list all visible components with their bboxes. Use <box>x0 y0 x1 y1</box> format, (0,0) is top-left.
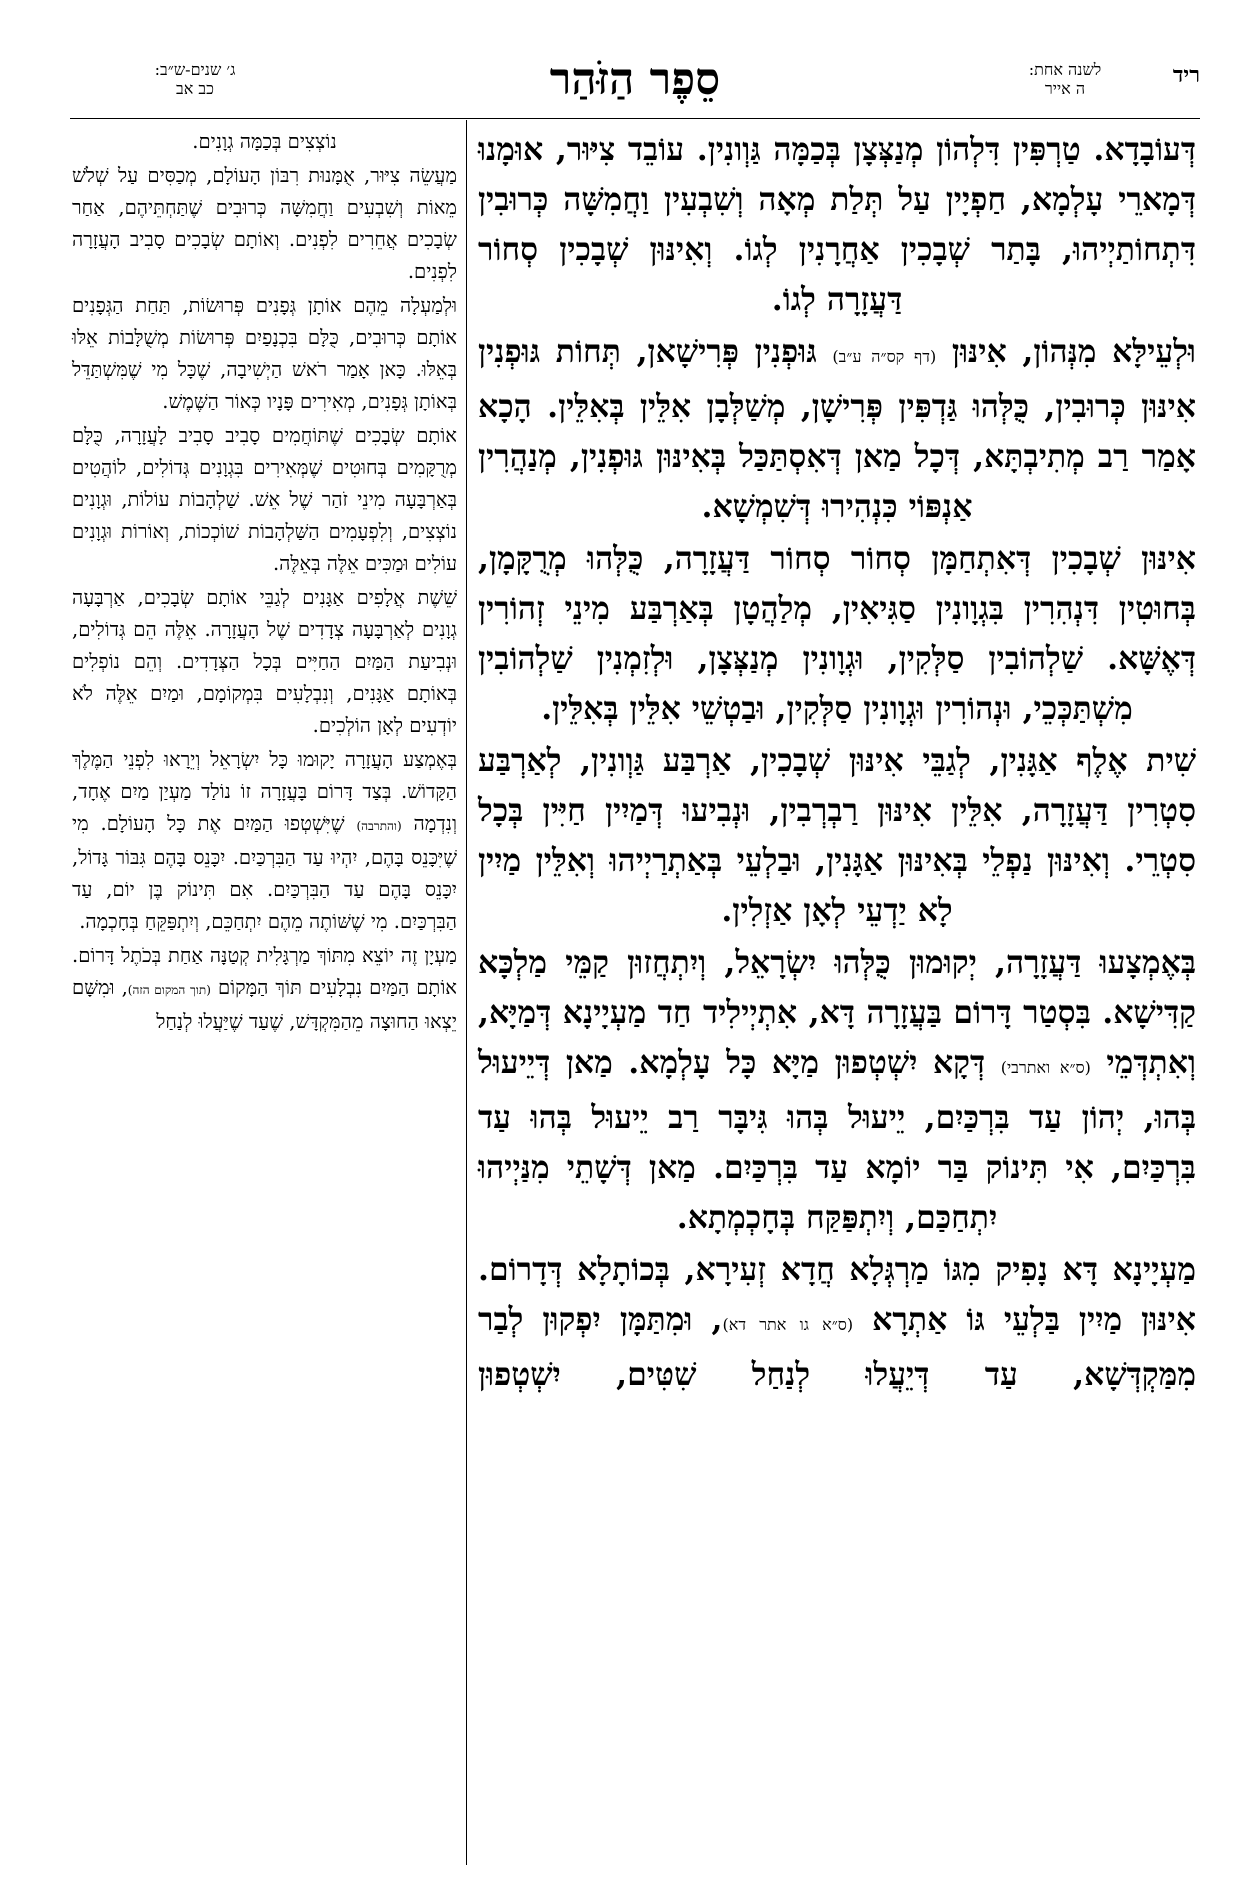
hebrew-translation-column <box>72 126 457 1866</box>
header-right-line1: לשנה אחת: <box>1028 60 1102 79</box>
translation-text: מַעְיָן זֶה יוֹצֵא מִתּוֹךְ מַרְגָּלִית קְטַנָּה אַחַת בְּכֹתֶל דָּרוֹם. אוֹתָם הַמַּיִם נִבְלָעִים תּוֹךְ הַמָּקוֹם <box>72 944 458 999</box>
main-paragraph <box>478 327 1196 532</box>
variant-reference: (תוך המקום הזה) <box>127 983 211 997</box>
header-right-cycle <box>1000 60 1130 98</box>
header-rule <box>70 118 1200 119</box>
translation-paragraph: נוֹצְצִים בְּכַמָּה גְוָנִים. <box>192 130 337 153</box>
main-paragraph: שִׁית אֶלֶף אַגָּנִין, לְגַבֵּי אִינּוּן שְׁבָכִין, אַרְבַּע גַּוְונִין, לְאַרְבַּע סִטְרִין דַּעֲזָרָה, אִלֵּין אִינּוּן רַבְרְבִין, וּנְבִיעוּ דְּמַיִין חַיִּין בְּכָל סִטְרֵי. וְאִינּוּן נַפְלֵי בְּאִינּוּן אַגָּנִין, וּבַלְעֵי בְּאַתְרַיְיהוּ וְאִלֵּין מַיִין לָא יַדְעֵי לְאָן אַזְלִין. <box>478 742 1196 929</box>
translation-paragraph: אוֹתָם שְׂבָכִים שֶׁתּוֹחֲמִים סָבִיב סָבִיב לָעֲזָרָה, כֻּלָּם מְרֻקָּמִים בְּחוּטִים שֶׁמְּאִירִים בִּגְוָנִים גְּדוֹלִים, לוֹהֲטִים בְּאַרְבָּעָה מִינֵי זֹהַר שֶׁל אֵשׁ. שַׁלְהָבוֹת עוֹלוֹת, וּגְוָנִים נוֹצְצִים, וְלִפְעָמִים הַשַּׁלְהָבוֹת שׁוֹכְכוֹת, וְאוֹרוֹת וּגְוָנִים עוֹלִים וּמַכִּים אֵלֶּה בְּאֵלֶּה. <box>72 424 457 575</box>
page-header <box>70 54 1200 130</box>
header-left-line1: ג׳ שנים-ש״ב: <box>154 60 236 79</box>
main-text: , וּמִתַּמָּן יִפְקוּן לְבַר מִמַּקְדְּשָׁא, עַד דְּיֵעֲלוּ לְנַחַל שִׁטִּים, יִשְׁטְפוּן <box>478 1301 1196 1393</box>
column-divider <box>466 120 467 1865</box>
translation-paragraph: שֵׁשֶׁת אֲלָפִים אַגָּנִים לְגַבֵּי אוֹתָם שְׂבָכִים, אַרְבָּעָה גְוָנִים לְאַרְבָּעָה צְדָדִים שֶׁל הָעֲזָרָה. אֵלֶּה הֵם גְּדוֹלִים, וּנְבִיעַת הַמַּיִם הַחַיִּים בְּכָל הַצְּדָדִים. וְהֵם נוֹפְלִים בְּאוֹתָם אַגָּנִים, וְנִבְלָעִים בִּמְקוֹמָם, וּמַיִם אֵלֶּה לֹא יוֹדְעִים לְאָן הוֹלְכִים. <box>72 586 457 737</box>
translation-paragraph: וּלְמַעְלָה מֵהֶם אוֹתָן גְּפָנִים פְּרוּשׂוֹת, תַּחַת הַגְּפָנִים אוֹתָם כְּרוּבִים, כֻּלָּם בִּכְנָפַיִם פְּרוּשׂוֹת מְשֻׁלָּבוֹת אֵלּוּ בְּאֵלּוּ. כָּאן אָמַר רֹאשׁ הַיְשִׁיבָה, שֶׁכָּל מִי שֶׁמִּשְׁתַּדֵּל בְּאוֹתָן גְּפָנִים, מְאִירִים פָּנָיו כְּאוֹר הַשֶּׁמֶשׁ. <box>72 294 457 413</box>
page-reference: (דף קס״ה ע״ב) <box>832 347 937 366</box>
main-paragraph: אִינּוּן שְׁבָכִין דְּאִתְחַמָּן סְחוֹר סְחוֹר דַּעֲזָרָה, כֻּלְּהוּ מְרֻקָּמָן, בְּחוּטִין דִּנְהִרִין בִּגְוָונִין סַגִּיאִין, מְלַהֲטָן בְּאַרְבַּע מִינֵי זְהוֹרִין דְּאֶשָּׁא. שַׁלְהוֹבִין סַלְּקִין, וּגְוָונִין מְנַצְּצָן, וּלְזִמְנִין שַׁלְהוֹבִין מִשְׁתַּכְּכֵי, וּנְהוֹרִין וּגְוָונִין סַלְּקִין, וּבַטְשֵׁי אִלֵּין בְּאִלֵּין. <box>478 540 1196 727</box>
main-text: מַעְיָינָא דָּא נָפִיק מִגּוֹ מַרְגְּלָא חֲדָא זְעִירָא, בְּכוֹתָלָא דְּדָרוֹם. אִינּוּן מַיִין בַּלְעֵי גּוֹ אַתְרָא <box>478 1251 1196 1338</box>
main-paragraph <box>478 1245 1196 1400</box>
main-aramaic-column <box>478 125 1196 1865</box>
main-text: גּוּפְנִין פְּרִישָׁאן, תְּחוֹת גּוּפְנִין אִינּוּן כְּרוּבִין, כֻּלְּהוּ גַּדְפִּין פְּרִישָׁן, מְשַׁלְּבָן אִלֵּין בְּאִלֵּין. הָכָא אָמַר רַב מְתִיבְתָּא, דְּכָל מַאן דְּאִסְתַּכַּל בְּאִינּוּן גּוּפְנִין, מְנַהֲרִין אַנְפּוֹי כִּנְהִירוּ דְּשִׁמְשָׁא. <box>478 333 1196 525</box>
main-text: בְּאֶמְצָעוּ דַּעֲזָרָה, יְקוּמוּן כֻּלְּהוּ יִשְׂרָאֵל, וְיִתְחֲזוּן קַמֵּי מַלְכָּא קַדִּישָׁא. בִּסְטַר דָּרוֹם בַּעֲזָרָה דָּא, אִתְיְילִיד חַד מַעְיָינָא דְּמַיָּא, וְאִתְדְּמֵי <box>478 944 1196 1081</box>
variant-reference: (ס״א גו אתר דא) <box>722 1315 854 1334</box>
translation-text: בְּאֶמְצַע הָעֲזָרָה יָקוּמוּ כָּל יִשְׂרָאֵל וְיֵרָאוּ לִפְנֵי הַמֶּלֶךְ הַקָּדוֹשׁ. בְּצַד דָּרוֹם בָּעֲזָרָה זוֹ נוֹלַד מַעְיַן מַיִם אֶחָד, וְנִדְמָה <box>72 748 457 835</box>
book-title: סֵפֶר הַזֹּהַר <box>549 54 721 105</box>
translation-text: , וּמִשָּׁם יֵצְאוּ הַחוּצָה מֵהַמִּקְדָּשׁ, שֶׁעַד שֶׁיַּעֲלוּ לְנַחַל <box>72 976 457 1033</box>
translation-paragraph <box>72 940 457 1038</box>
variant-reference: (והתרבה) <box>356 819 402 833</box>
header-right-line2: ה אייר <box>1044 79 1086 98</box>
page-number: ריד <box>1172 62 1200 88</box>
main-text: וּלְעֵילָּא מִנְּהוֹן, אִינּוּן <box>936 333 1196 370</box>
translation-paragraph <box>72 744 457 938</box>
main-text: דְּקָא יִשְׁטְפוּן מַיָּא כָּל עָלְמָא. מַאן דְּיֵיעוּל בְּהוּ, יְהוֹן עַד בִּרְכַּיִם, יֵיעוּל בְּהוּ גִּיבָּר רַב יֵיעוּל בְּהוּ עַד בִּרְכַּיִם, אִי תִּינוֹק בַּר יוֹמָא עַד בִּרְכַּיִם. מַאן דְּשָׁתֵי מִנַּיְיהוּ יִתְחַכַּם, וְיִתְפַּקַּח בְּחָכְמְתָא. <box>478 1044 1196 1236</box>
header-left-line2: כב אב <box>176 79 214 98</box>
translation-text: שֶׁיִּשְׁטְפוּ הַמַּיִם אֶת כָּל הָעוֹלָם. מִי שֶׁיִּכָּנֵס בָּהֶם, יִהְיוּ עַד הַבִּרְכַּיִם. יִכָּנֵס בָּהֶם גִּבּוֹר גָּדוֹל, יִכָּנֵס בָּהֶם עַד הַבִּרְכַּיִם. אִם תִּינוֹק בֶּן יוֹם, עַד הַבִּרְכַּיִם. מִי שֶׁשּׁוֹתֶה מֵהֶם יִתְחַכֵּם, וְיִתְפַּקֵּחַ בְּחָכְמָה. <box>72 812 457 933</box>
main-paragraph <box>478 938 1196 1243</box>
translation-paragraph: מַעֲשֵׂה צִיּוּר, אֻמָּנוּת רִבּוֹן הָעוֹלָם, מְכַסִּים עַל שְׁלֹשׁ מֵאוֹת וְשִׁבְעִים וַחֲמִשָּׁה כְּרוּבִים שֶׁתַּחְתֵּיהֶם, אַחַר שְׂבָכִים אֲחֵרִים לִפְנִים. וְאוֹתָם שְׂבָכִים סָבִיב הָעֲזָרָה לִפְנִים. <box>72 164 457 283</box>
main-paragraph: דְּעוֹבָדָא. טַרְפִּין דִּלְהוֹן מְנַצְּצָן בְּכַמָּה גַּוְונִין. עוֹבֵד צִיּוּר, אוּמָנוּ דְּמָארֵי עָלְמָא, חַפְיָין עַל תְּלַת מְאָה וְשִׁבְעִין וַחֲמִשָּׁה כְּרוּבִין דִּתְחוֹתַיְיהוּ, בָּתַר שְׁבָכִין אַחֲרָנִין לְגוֹ. וְאִינּוּן שְׁבָכִין סְחוֹר דַּעֲזָרָה לְגוֹ. <box>478 131 1196 318</box>
variant-reference: (ס״א ואתרבי) <box>1000 1058 1091 1077</box>
